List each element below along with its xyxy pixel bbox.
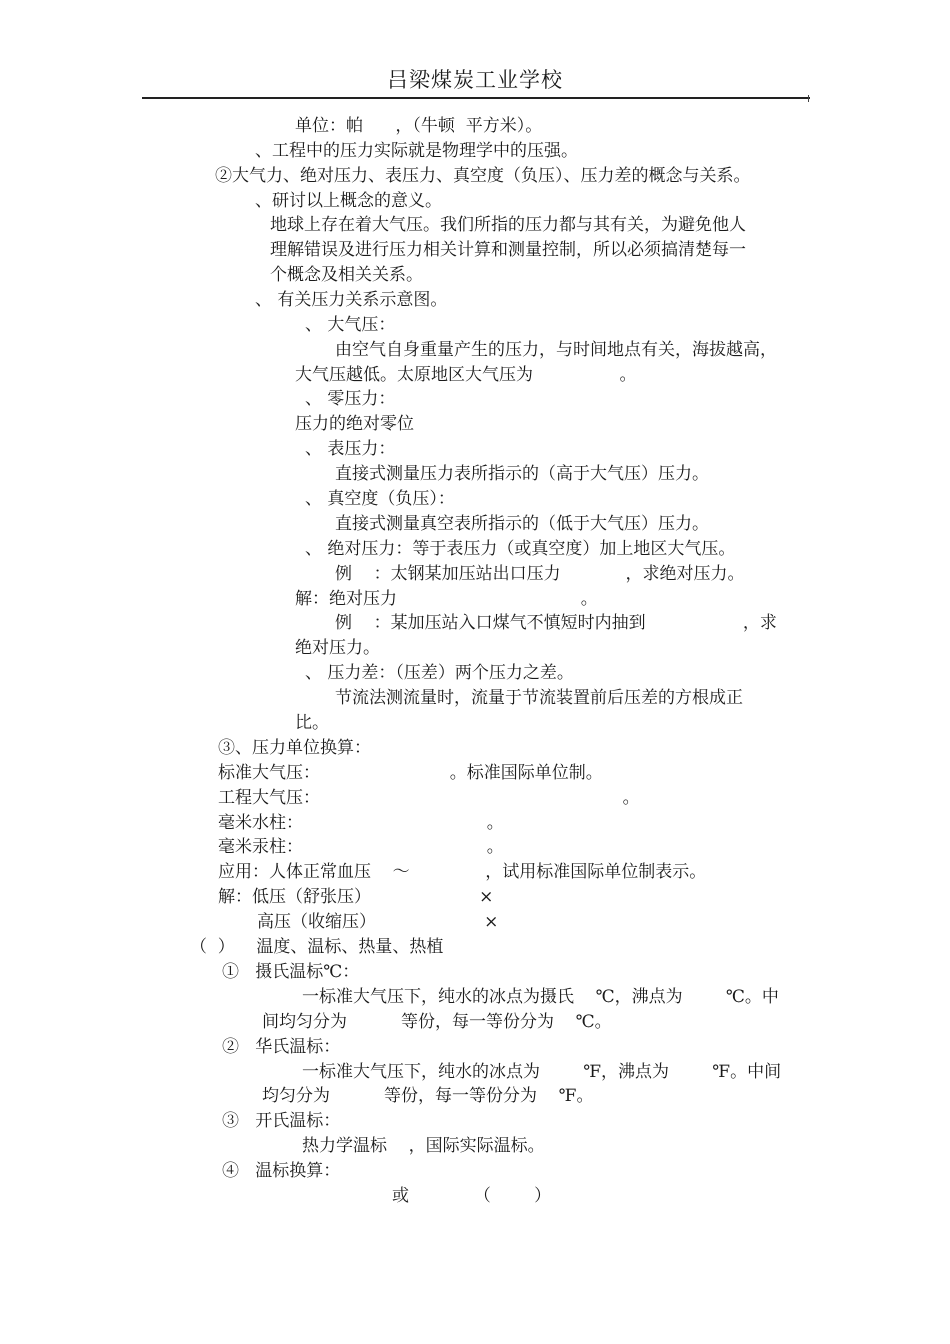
text-line: 单位：帕 ，（牛顿 平方米）。 — [295, 116, 543, 136]
text-line: 直接式测量真空表所指示的（低于大气压）压力。 — [335, 514, 709, 534]
text-line: 、 有关压力关系示意图。 — [255, 290, 448, 310]
text-line: 、研讨以上概念的意义。 — [255, 191, 442, 211]
text-line: 比。 — [295, 713, 329, 733]
text-line: 节流法测流量时，流量于节流装置前后压差的方根成正 — [335, 688, 743, 708]
text-line: 例 ：某加压站入口煤气不慎短时内抽到 ，求 — [335, 613, 777, 633]
text-line: 、 表压力： — [305, 439, 396, 459]
text-line: 工程大气压： 。 — [218, 788, 640, 808]
text-line: （ ） 温度、温标、热量、热植 — [190, 937, 444, 957]
text-line: ③、压力单位换算： — [218, 738, 371, 758]
text-line: 热力学温标 ，国际实际温标。 — [302, 1136, 545, 1156]
text-line: 高压（收缩压） × — [257, 912, 499, 932]
text-line: ③ 开氏温标： — [222, 1111, 341, 1131]
text-line: 直接式测量压力表所指示的（高于大气压）压力。 — [335, 464, 709, 484]
text-line: 绝对压力。 — [295, 638, 380, 658]
text-line: 解：绝对压力 。 — [295, 589, 598, 609]
text-line: 或 （ ） — [392, 1186, 552, 1206]
text-line: ②大气力、绝对压力、表压力、真空度（负压）、压力差的概念与关系。 — [215, 166, 751, 186]
text-line: 、工程中的压力实际就是物理学中的压强。 — [255, 141, 578, 161]
text-line: 标准大气压： 。标准国际单位制。 — [218, 763, 603, 783]
header-divider-tick — [808, 95, 809, 102]
text-line: 由空气自身重量产生的压力，与时间地点有关，海拔越高， — [335, 340, 777, 360]
text-line: 毫米汞柱： 。 — [218, 837, 504, 857]
text-line: 例 ：太钢某加压站出口压力 ，求绝对压力。 — [335, 564, 745, 584]
page-header-title: 吕梁煤炭工业学校 — [387, 68, 563, 92]
text-line: 一标准大气压下，纯水的冰点为摄氏 ℃，沸点为 ℃。中 — [302, 987, 779, 1007]
text-line: 应用：人体正常血压 ～ ，试用标准国际单位制表示。 — [218, 862, 707, 882]
text-line: 、 零压力： — [305, 389, 396, 409]
text-line: 地球上存在着大气压。我们所指的压力都与其有关，为避免他人 — [270, 215, 746, 235]
header-divider — [142, 97, 810, 99]
text-line: 大气压越低。太原地区大气压为 。 — [295, 365, 637, 385]
text-line: 、 压力差：（压差）两个压力之差。 — [305, 663, 574, 683]
text-line: 、 真空度（负压）： — [305, 489, 455, 509]
text-line: 、 绝对压力：等于表压力（或真空度）加上地区大气压。 — [305, 539, 736, 559]
text-line: 、 大气压： — [305, 315, 396, 335]
text-line: 理解错误及进行压力相关计算和测量控制，所以必须搞清楚每一 — [270, 240, 746, 260]
text-line: 压力的绝对零位 — [295, 414, 414, 434]
text-line: 个概念及相关关系。 — [270, 265, 423, 285]
text-line: ④ 温标换算： — [222, 1161, 341, 1181]
text-line: 解：低压（舒张压） × — [218, 887, 494, 907]
text-line: 一标准大气压下，纯水的冰点为 ℉，沸点为 ℉。中间 — [302, 1062, 782, 1082]
text-line: 均匀分为 等份，每一等份分为 ℉。 — [262, 1086, 594, 1106]
text-line: 毫米水柱： 。 — [218, 813, 504, 833]
text-line: ① 摄氏温标℃： — [222, 962, 360, 982]
text-line: ② 华氏温标： — [222, 1037, 341, 1057]
text-line: 间均匀分为 等份，每一等份分为 ℃。 — [262, 1012, 612, 1032]
